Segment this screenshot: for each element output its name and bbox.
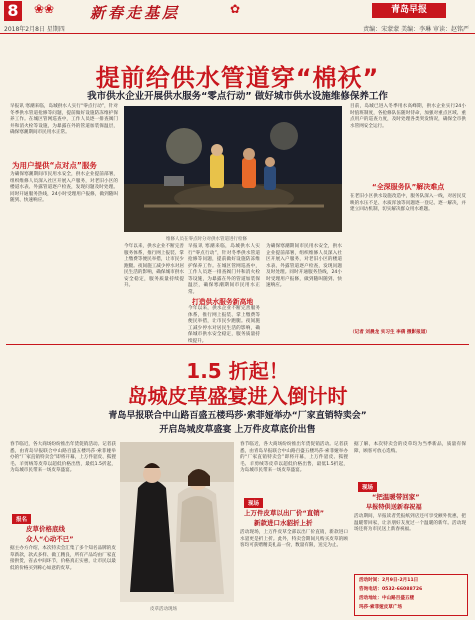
date-line: 2018年2月8日 星期四 xyxy=(4,26,65,33)
story1-section2-heading: 打造供水服务新高地 xyxy=(192,298,254,306)
story2-col2-text: 活动现场，上万件皮草全部以出厂价直销，新款进口水貂更是折上折。此外，特卖会期间凡购买皮草的顾客均可获赠精美礼品一份，数量有限，送完为止。 xyxy=(240,530,348,548)
story2-tag1-heading: 皮草价格底线 xyxy=(26,525,65,533)
firecracker-icon: ❀❀ xyxy=(34,2,55,16)
story2-col3-heading: “把温暖带回家” xyxy=(372,493,420,501)
section-title: 新春走基层 xyxy=(90,4,181,22)
editors-line: 责编：宋蒙蒙 美编：李琳 审读：赵铭严 xyxy=(363,26,469,33)
story1-col2-text: 今年以来，供水企业不断完善服务体系，推行网上报装、掌上缴费等便民举措，让市民少跑腿。夜间施工减少停水对居民生活的影响，确保城市供水安全稳定，服务质量持续提升。 xyxy=(124,244,184,288)
story1-right-heading: “全深服务队”解决难点 xyxy=(372,183,445,191)
story1-photo-caption: 维修人员在零点时分对供水管道进行检修 xyxy=(166,237,247,242)
story2-col1-text: 春节临近，各大商场纷纷推出年货促销活动。记者获悉，由青岛早报联合中山路百盛五楼玛莎·索菲娅举办的“厂家直销特卖会”即将开幕，上万件貂皮、狐狸毛、羊剪绒等皮草以超低价格出售，最低1.5折起，为岛城市民带来一场皮草盛宴。 xyxy=(10,442,116,473)
story2-tag1: 报名 xyxy=(12,514,31,524)
header-sub-bar xyxy=(0,22,475,34)
story1-lead: 早报讯 寒潮来临，岛城供水人实行“零点行动”，针对冬季供水管道抢修等问题，提前做好设施防冻维护保养工作。在城区管网巡查中，工作人员逐一排查阀门井和消火栓等设施，为暴露在外的管道加装保温层，确保寒潮期间市民用水正常。 xyxy=(10,104,118,135)
story1-photo xyxy=(124,106,342,232)
event-info-box xyxy=(354,574,468,616)
lantern-icon: ✿ xyxy=(230,2,241,16)
event-time: 活动时间：2月9日-2月11日 xyxy=(359,578,419,583)
paper-logo: 青岛早报 xyxy=(372,3,446,18)
story1-right-text2: 在老旧小区供水设施改造中，服务队深入一线，对居民反映的水压不足、水质浑浊等问题逐一登记、逐一解决，并建立回访机制，切实解决群众用水难题。 xyxy=(350,194,466,212)
story1-subheadline: 我市供水企业开展供水服务“零点行动” 做好城市供水设施维修保养工作 xyxy=(87,91,388,102)
story1-author: （记者 刘晨龙 实习生 李倩 摄影报道） xyxy=(350,330,430,335)
story2-sub-line2: 开启岛城皮草盛宴 上万件皮草底价出售 xyxy=(159,425,316,435)
story2-sub-line1: 青岛早报联合中山路百盛五楼玛莎·索菲娅举办“厂家直销特卖会” xyxy=(108,411,367,421)
story2-col1-text2: 据主办方介绍，本次特卖会汇集了多个知名品牌的皮草新款，款式多样、做工精良，所有产品均由厂家直接供货，省去中间环节，价格真正实惠，让市民以最低的价格买到称心如意的皮草。 xyxy=(10,546,116,571)
story2-col2-text-a: 春节临近，各大商场纷纷推出年货促销活动。记者获悉，由青岛早报联合中山路百盛五楼玛莎·索菲娅举办的“厂家直销特卖会”即将开幕，上万件貂皮、狐狸毛、羊剪绒等皮草以超低价格出售，最低1.5折起，为岛城市民带来一场皮草盛宴。 xyxy=(240,442,348,473)
page-header xyxy=(0,0,475,22)
story1-section1-text: 为确保寒潮期间市民用水安全，供水企业提前部署，组织维修人员深入社区开展入户服务，对老旧小区的楼道水表、外露管道逐户检查，发现问题及时处理。同时开通服务热线，24小时受理用户报修，做到随叫随到、快速响应。 xyxy=(10,172,118,203)
event-phone: 咨询电话：0532-66088726 xyxy=(359,587,423,592)
story2-tag1-sub: 众人“心动不已” xyxy=(26,535,74,543)
story2-col3-text: 据了解，本次特卖会的皮草均为当季新品，质量有保障，顾客可放心选购。 xyxy=(354,442,466,454)
story1-headline: 提前给供水管道穿“棉袄” xyxy=(95,64,380,92)
story2-col2-heading: 上万件皮草以出厂价“直销” xyxy=(244,509,325,517)
story1-col3-text: 早报讯 寒潮来临，岛城供水人实行“零点行动”，针对冬季供水管道抢修等问题，提前做好设施防冻维护保养工作。在城区管网巡查中，工作人员逐一排查阀门井和消火栓等设施，为暴露在外的管道加装保温层，确保寒潮期间市民用水正常。 xyxy=(188,244,260,295)
story2-photo-caption: 皮草活动现场 xyxy=(150,607,177,612)
fur-models-photo xyxy=(120,442,234,602)
story2-col3-text2: 活动期间，早报读者凭报纸到店还可享受额外优惠，把温暖带回家，让亲朋好友度过一个温暖的新年。活动现场还将为市民送上新春祝福。 xyxy=(354,514,466,532)
story1-section1-heading: 为用户提供“点对点”服务 xyxy=(12,161,97,170)
story1-section2-text: 今年以来，供水企业不断完善服务体系，推行网上报装、掌上缴费等便民举措，让市民少跑腿。夜间施工减少停水对居民生活的影响，确保城市供水安全稳定，服务质量持续提升。 xyxy=(188,306,260,344)
story2-headline-a: 1.5 折起！ xyxy=(186,359,289,383)
story2-col2-heading2: 新款进口水貂折上折 xyxy=(254,519,313,527)
story2-col3-tag: 现场 xyxy=(358,482,377,492)
page-number: 8 xyxy=(4,1,22,21)
event-place: 活动地址：中山路百盛五楼 xyxy=(359,596,415,601)
story1-right-text: 目前，岛城已进入冬季用水高峰期，供水企业实行24小时值班制度，各抢修队伍随时待命，加强对重点区域、重点用户的巡查力度，及时处理各类突发情况，确保全市供水管网安全运行。 xyxy=(350,104,466,129)
night-repair-photo xyxy=(124,106,342,232)
story2-col2-tag: 现场 xyxy=(244,498,263,508)
event-brand: 玛莎·索菲娅皮草广场 xyxy=(359,605,403,610)
story2-col3-sub: 早报特供送新春祝福 xyxy=(366,504,422,511)
story2-headline-b: 岛城皮草盛宴进入倒计时 xyxy=(127,384,348,408)
story-divider xyxy=(6,344,469,345)
story2-photo xyxy=(120,442,234,602)
story1-col4-text: 为确保寒潮期间市民用水安全，供水企业提前部署，组织维修人员深入社区开展入户服务，对老旧小区的楼道水表、外露管道逐户检查，发现问题及时处理。同时开通服务热线，24小时受理用户报修，做到随叫随到、快速响应。 xyxy=(266,244,342,288)
